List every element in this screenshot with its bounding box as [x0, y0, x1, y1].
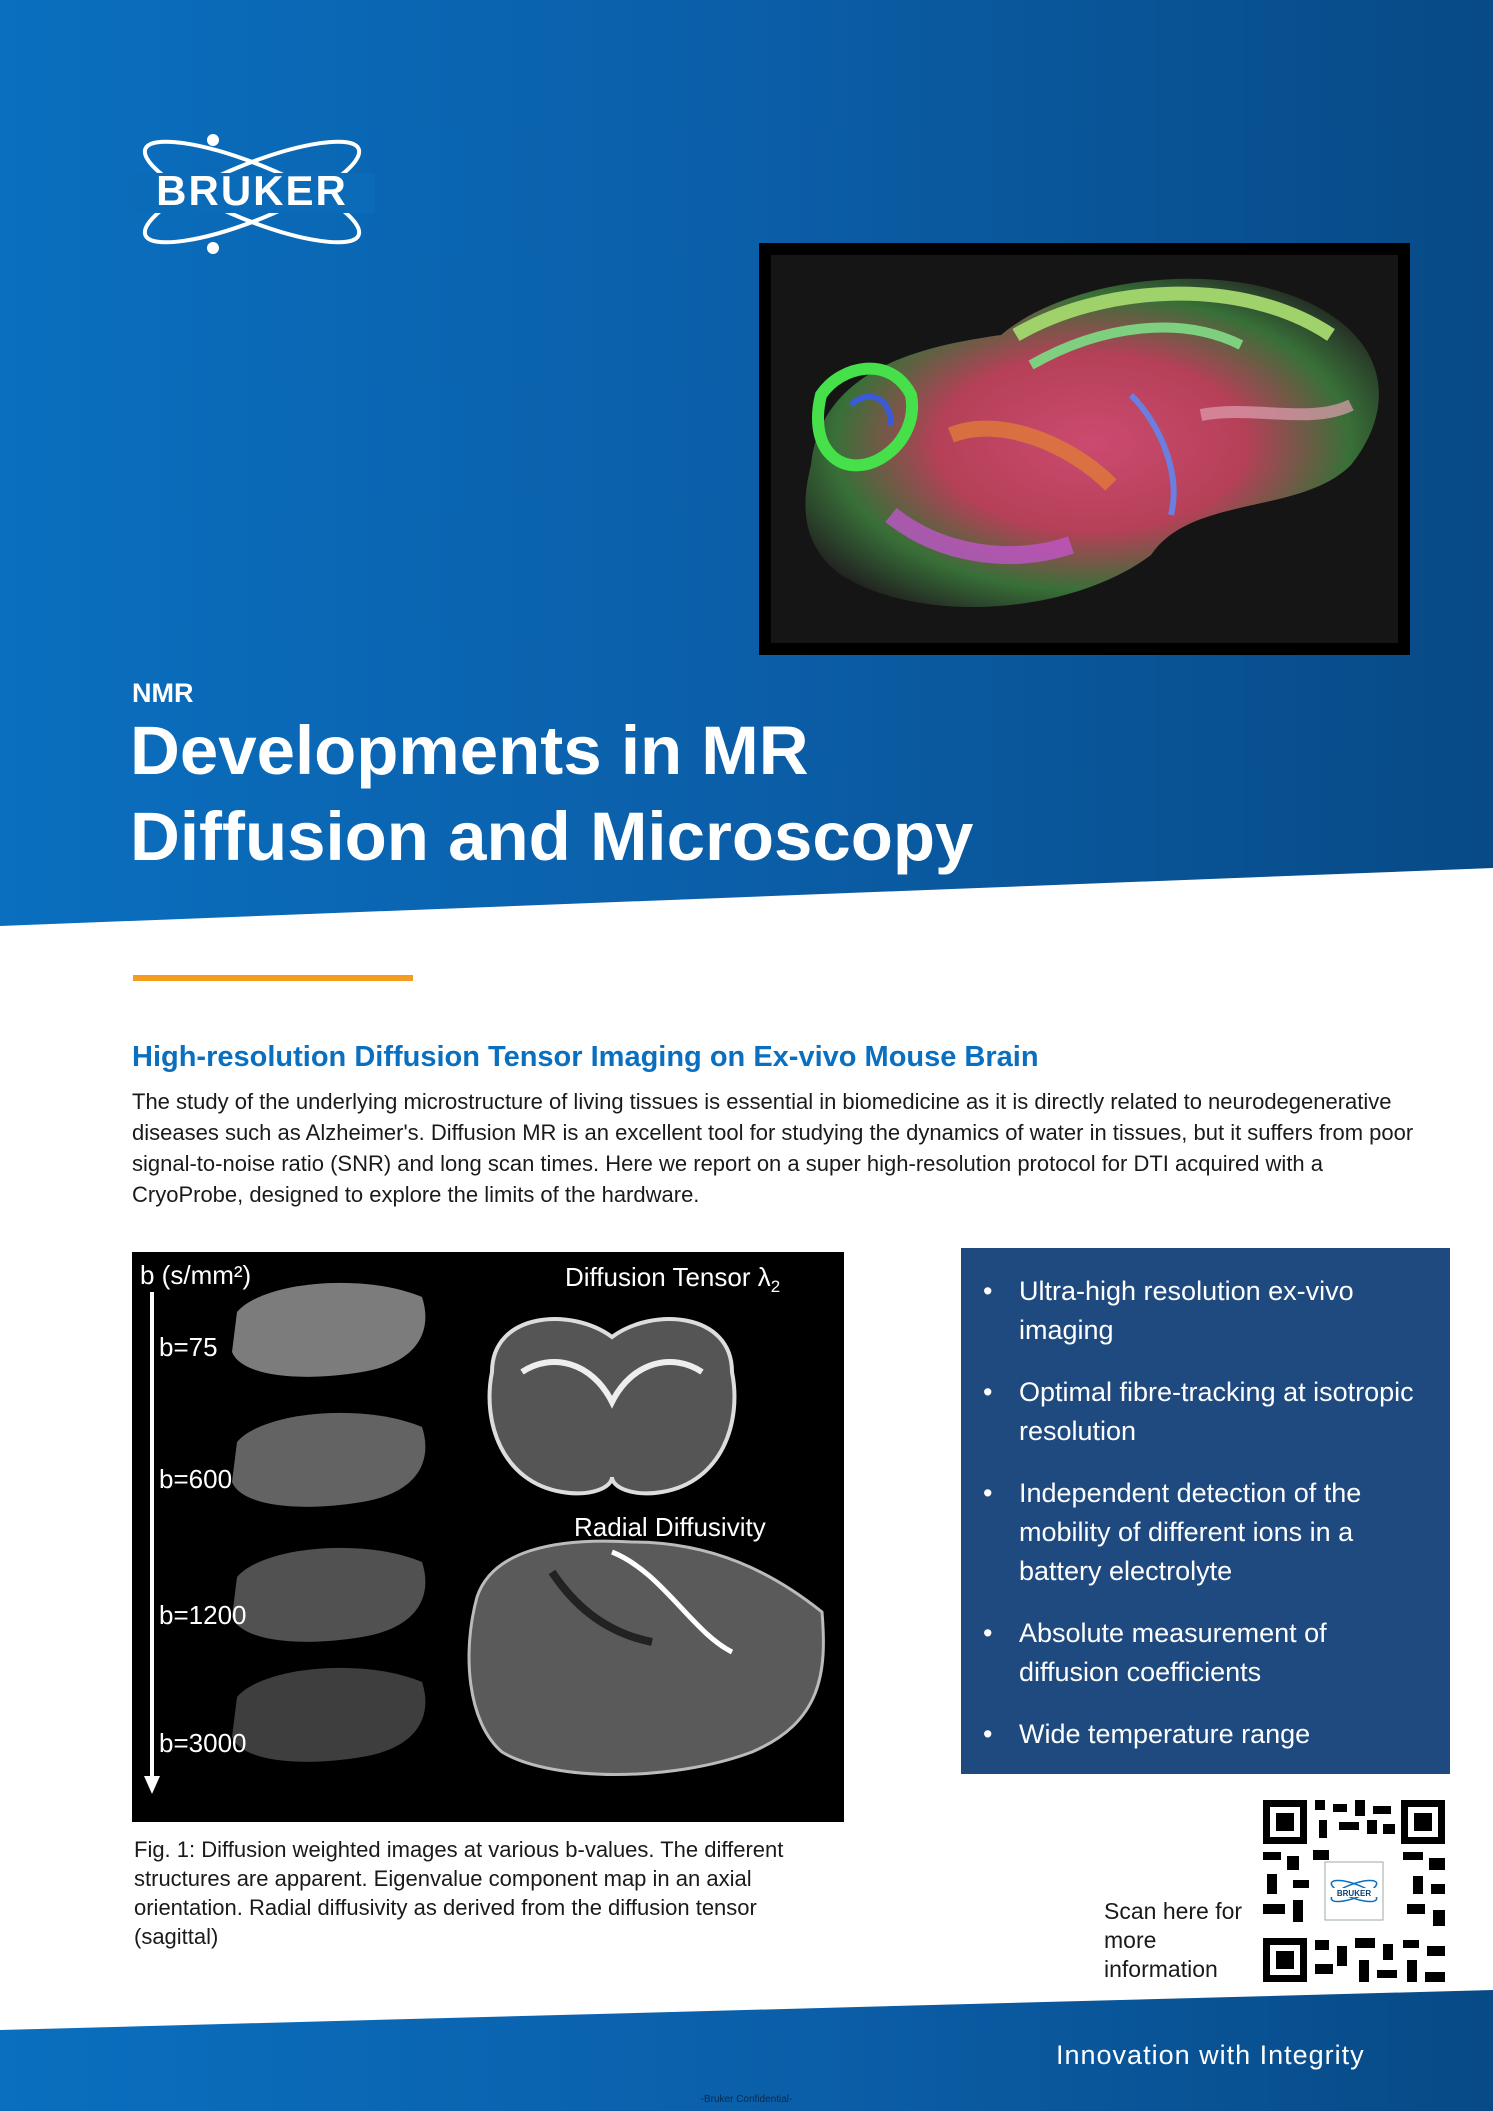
bruker-logo [130, 125, 375, 260]
b-value-label: b=600 [159, 1464, 233, 1494]
qr-logo-wordmark: BRUKER [1336, 1889, 1372, 1898]
accent-rule [133, 975, 413, 981]
feature-item: • Optimal fibre-tracking at isotropic resolution [971, 1373, 1422, 1451]
title-line-1: Developments in MR [130, 712, 809, 789]
b-value-label: b=1200 [159, 1600, 247, 1630]
qr-code[interactable] [1263, 1800, 1445, 1982]
feature-item: • Independent detection of the mobility of different ions in a battery electrolyte [971, 1474, 1422, 1591]
category-label: NMR [132, 678, 194, 708]
title-line-2: Diffusion and Microscopy [130, 798, 974, 875]
brain-tractography-image [759, 243, 1410, 655]
bullet-icon: • [983, 1478, 993, 1508]
figure-caption: Fig. 1: Diffusion weighted images at various b-values. The different structures are apparent. Eigenvalue component map in an axial orientation. Radial diffusivity as derived from the diffusion tensor (sagittal) [134, 1837, 784, 1949]
feature-item: • Wide temperature range [971, 1715, 1422, 1754]
feature-item: • Ultra-high resolution ex-vivo imaging [971, 1272, 1422, 1350]
section-heading: High-resolution Diffusion Tensor Imaging on Ex-vivo Mouse Brain [132, 1041, 1039, 1073]
intro-paragraph: The study of the underlying microstructure of living tissues is essential in biomedicine as it is directly related to neurodegenerative diseases such as Alzheimer's. Diffusion MR is an excellent tool for studying the dynamics of water in tissues, but it suffers from poor signal-to-noise ratio (SNR) and long scan times. Here we report on a super high-resolution protocol for DTI acquired with a CryoProbe, designed to explore the limits of the hardware. [132, 1089, 1414, 1207]
page-title [130, 708, 1030, 880]
feature-item: • Absolute measurement of diffusion coefficients [971, 1614, 1422, 1692]
logo-wordmark: BRUKER [156, 167, 348, 214]
qr-caption: Scan here for more information [1104, 1898, 1243, 1982]
bullet-icon: • [983, 1377, 993, 1407]
diffusion-figure [132, 1252, 844, 1822]
axis-label: b (s/mm²) [140, 1260, 252, 1290]
b-value-label: b=3000 [159, 1728, 247, 1758]
features-panel [961, 1248, 1450, 1774]
tensor-label-text: Diffusion Tensor λ [565, 1262, 771, 1292]
tagline: Innovation with Integrity [1056, 2040, 1365, 2070]
bullet-icon: • [983, 1719, 993, 1749]
b-value-label: b=75 [159, 1332, 218, 1362]
radial-label: Radial Diffusivity [574, 1512, 766, 1542]
bullet-icon: • [983, 1276, 993, 1306]
confidential-note: -Bruker Confidential- [700, 2094, 793, 2105]
tensor-subscript: 2 [770, 1277, 781, 1297]
feature-list [961, 1248, 1450, 1754]
tensor-label [565, 1262, 780, 1297]
bullet-icon: • [983, 1618, 993, 1648]
